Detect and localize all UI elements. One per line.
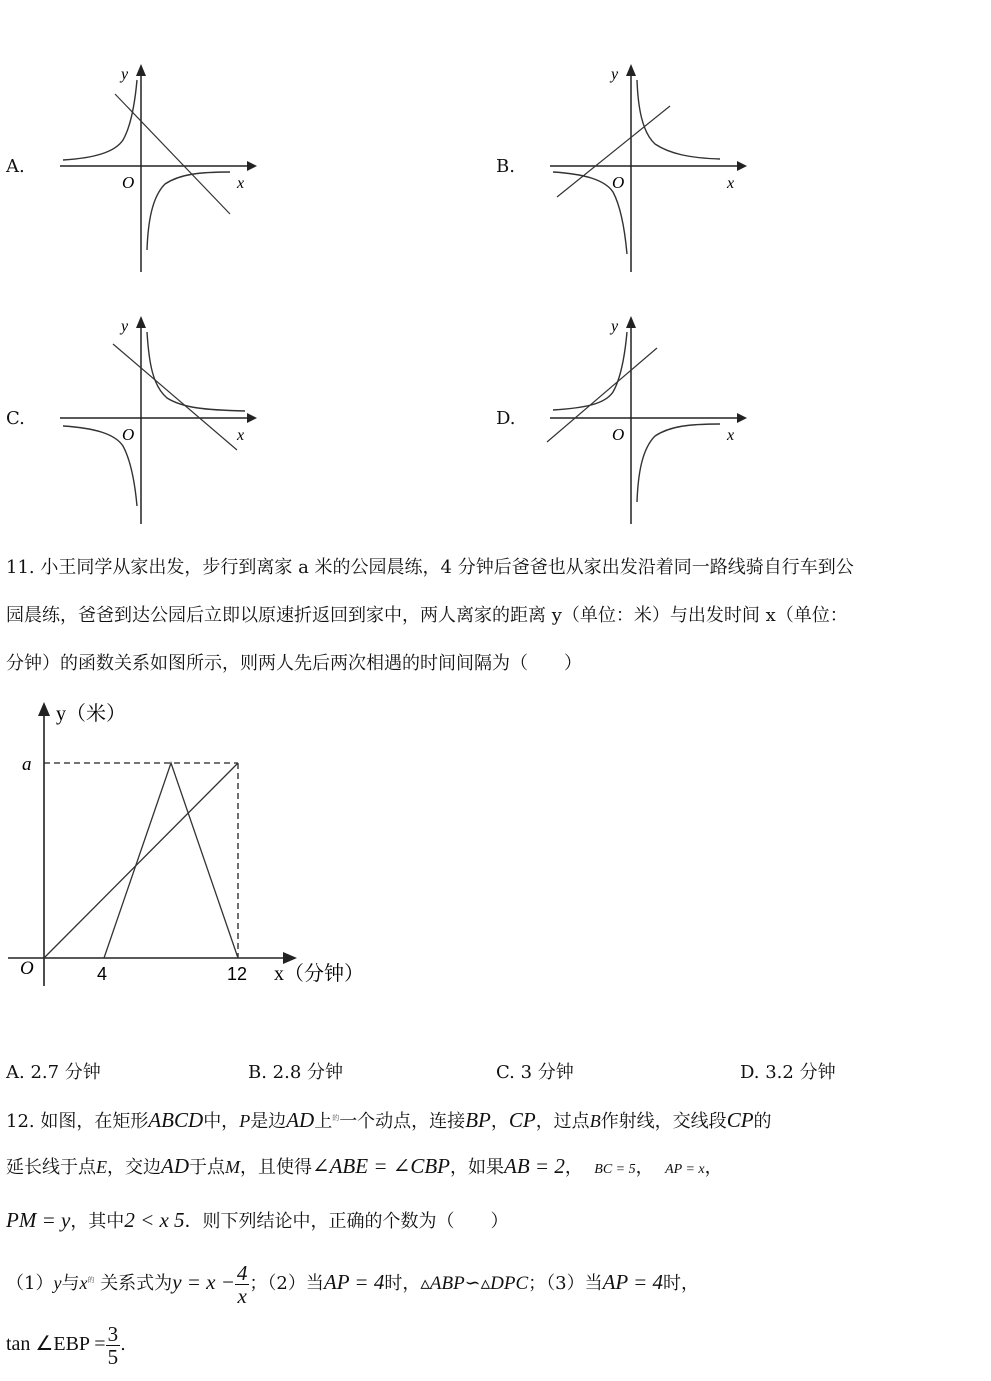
fraction-4-over-x: $\frac{4}{x}$ bbox=[236, 1260, 248, 1308]
option-c-label: C. bbox=[6, 408, 25, 429]
axis-x-label: x bbox=[727, 427, 735, 444]
axis-y-label: y bbox=[611, 318, 619, 335]
xiaowang-line bbox=[44, 763, 238, 958]
tick-4: 4 bbox=[97, 964, 108, 984]
q11-graph bbox=[0, 698, 380, 998]
q12-line-5: tan ∠EBP = $\frac{3}{5}$ . bbox=[6, 1321, 126, 1369]
q11-line-2: 园晨练，爸爸到达公园后立即以原速折返回到家中，两人离家的距离 y（单位：米）与出发时间 x（单位： bbox=[6, 605, 848, 626]
axis-x-label: x bbox=[237, 427, 245, 444]
graph-option-c bbox=[55, 314, 265, 529]
origin-label: O bbox=[612, 425, 625, 444]
tick-12: 12 bbox=[227, 964, 248, 984]
origin-label: O bbox=[122, 173, 135, 192]
father-path bbox=[104, 763, 238, 958]
axis-x-label: x bbox=[727, 175, 735, 192]
q12-line-1: 12. 如图，在矩形ABCD中，P是边AD上$^的$一个动点，连接BP，CP，过点B作射线，交线段CP的 bbox=[6, 1108, 772, 1132]
q12-line-3: PM = y，其中2 < x 5．则下列结论中，正确的个数为（ ） bbox=[6, 1208, 509, 1232]
x-axis-label: x（分钟） bbox=[274, 963, 364, 985]
q11-option-a[interactable]: A. 2.7 分钟 bbox=[6, 1062, 101, 1083]
q11-option-c[interactable]: C. 3 分钟 bbox=[496, 1062, 574, 1083]
q11-line-3: 分钟）的函数关系如图所示，则两人先后两次相遇的时间间隔为（ ） bbox=[6, 653, 582, 674]
option-d-label: D. bbox=[496, 408, 516, 429]
graph-option-a bbox=[55, 62, 265, 277]
origin-label: O bbox=[122, 425, 135, 444]
y-axis-label: y（米） bbox=[56, 703, 126, 725]
q12-line-4: （1）y与$x^的$ 关系式为y = x − $\frac{4}{x}$ ；（2）当AP = 4时，▵ABP∽▵DPC；（3）当AP = 4时， bbox=[6, 1260, 700, 1308]
origin-label: O bbox=[20, 958, 34, 979]
graph-option-b bbox=[545, 62, 755, 277]
graph-option-d bbox=[545, 314, 755, 529]
q11-text bbox=[6, 556, 986, 700]
q12-line-2: 延长线于点E，交边AD于点M，且使得∠ABE = ∠CBP，如果AB = 2， BC = 5， AP = x， bbox=[6, 1154, 723, 1178]
axis-y-label: y bbox=[121, 66, 129, 83]
origin-label: O bbox=[612, 173, 625, 192]
q11-option-d[interactable]: D. 3.2 分钟 bbox=[740, 1062, 836, 1083]
a-label: a bbox=[22, 754, 32, 775]
fraction-3-over-5: $\frac{3}{5}$ bbox=[107, 1321, 119, 1369]
q11-option-b[interactable]: B. 2.8 分钟 bbox=[248, 1062, 344, 1083]
axis-x-label: x bbox=[237, 175, 245, 192]
option-a-label: A. bbox=[6, 156, 25, 177]
option-b-label: B. bbox=[496, 156, 515, 177]
tiny-mark: 的 bbox=[332, 1114, 340, 1122]
axis-y-label: y bbox=[121, 318, 129, 335]
axis-y-label: y bbox=[611, 66, 619, 83]
q11-line-1: 11. 小王同学从家出发，步行到离家 a 米的公园晨练，4 分钟后爸爸也从家出发沿着同一路线骑自行车到公 bbox=[6, 557, 854, 578]
